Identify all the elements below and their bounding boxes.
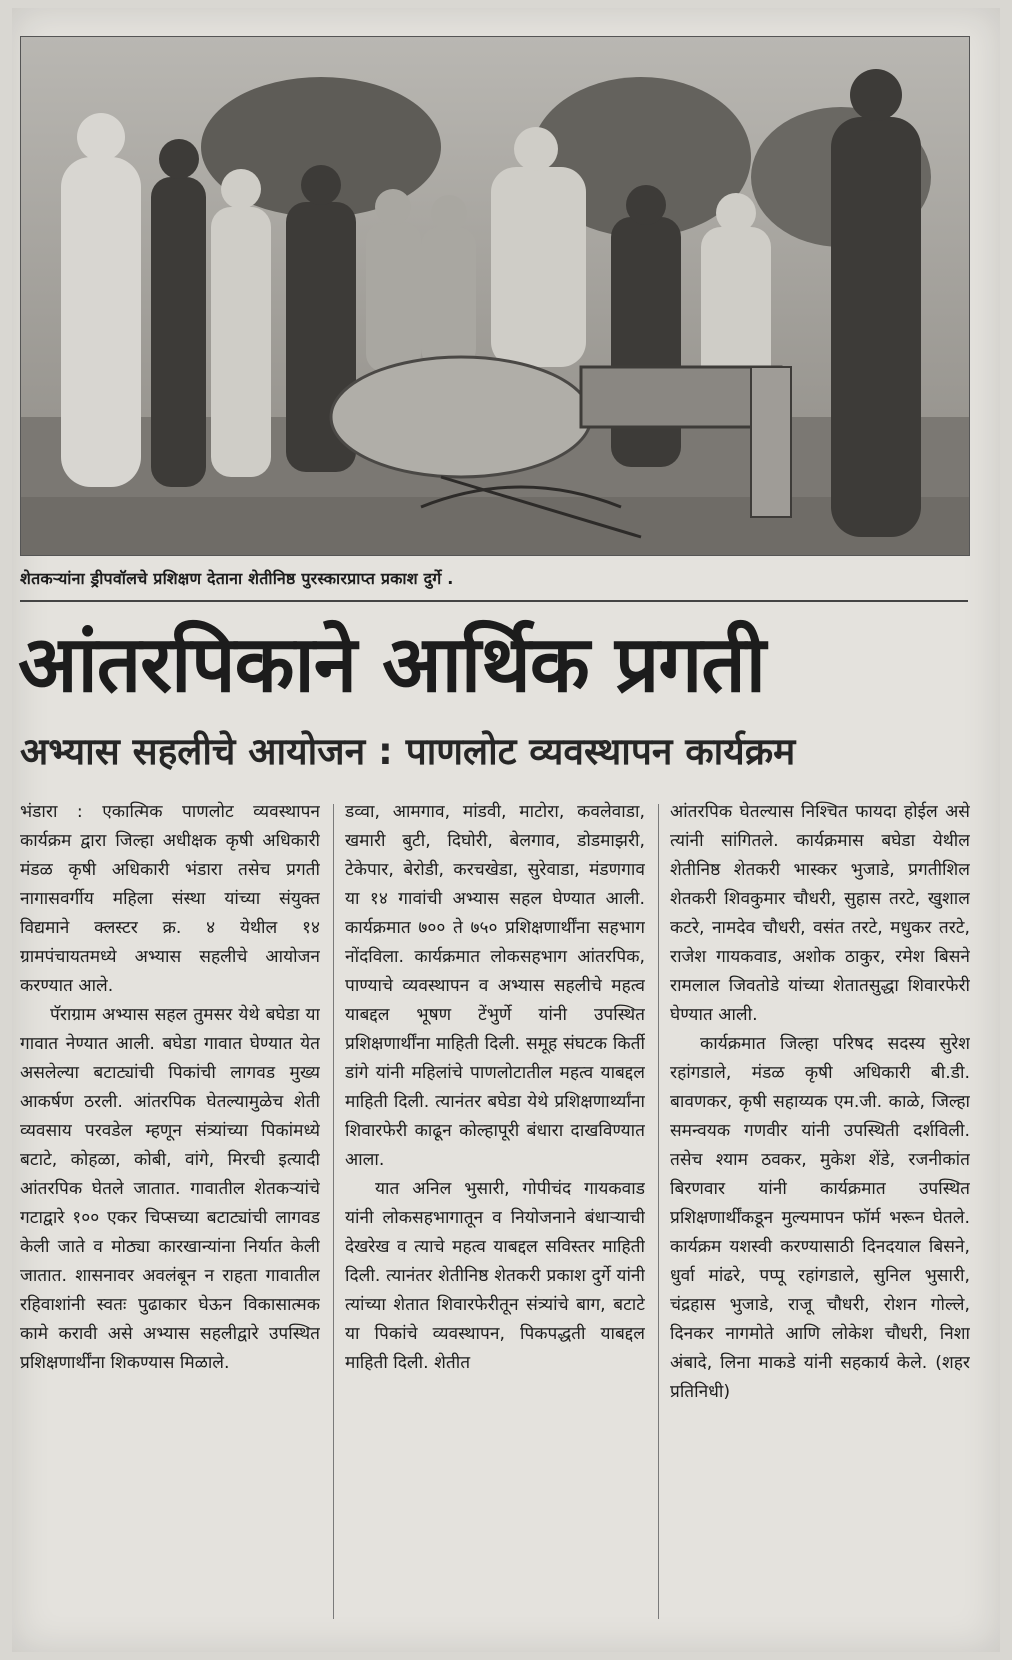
article-column-2 bbox=[345, 798, 645, 1633]
photo-farmers-drip-training-icon bbox=[21, 37, 969, 555]
paragraph: डव्वा, आमगाव, मांडवी, माटोरा, कवलेवाडा, खमारी बुटी, दिघोरी, बेलगाव, डोडमाझरी, टेकेपार, बेरोडी, करचखेडा, सुरेवाडा, मंडणगाव या १४ गावांची अभ्यास सहल घेण्यात आली. कार्यक्रमात ७०० ते ७५० प्रशिक्षणार्थींना सहभाग नोंदविला. कार्यक्रमात लोकसहभाग आंतरपिक, पाण्याचे व्यवस्थापन व अभ्यास सहलीचे महत्व याबद्दल भूषण टेंभुर्णे यांनी उपस्थित प्रशिक्षणार्थींना माहिती दिली. समूह संघटक किर्ती डांगे यांनी महिलांचे पाणलोटातील महत्व याबद्दल माहिती दिली. त्यानंतर बघेडा येथे प्रशिक्षणार्थ्यांना शिवारफेरी काढून कोल्हापूरी बंधारा दाखविण्यात आला. bbox=[345, 802, 645, 1170]
paragraph: आंतरपिक घेतल्यास निश्चित फायदा होईल असे त्यांनी सांगितले. कार्यक्रमास बघेडा येथील शेतीनिष्ठ शेतकरी भास्कर भुजाडे, प्रगतीशिल शेतकरी शिवकुमार चौधरी, सुहास तरटे, खुशाल कटरे, नामदेव चौधरी, वसंत तरटे, मधुकर तरटे, राजेश गायकवाड, अशोक ठाकुर, रमेश बिसने रामलाल जिवतोडे यांच्या शेतातसुद्धा शिवारफेरी घेण्यात आली. bbox=[670, 802, 970, 1025]
paragraph: यात अनिल भुसारी, गोपीचंद गायकवाड यांनी लोकसहभागातून व नियोजनाने बंधाऱ्याची देखरेख व त्याचे महत्व याबद्दल सविस्तर माहिती दिली. त्यानंतर शेतीनिष्ठ शेतकरी प्रकाश दुर्गे यांनी त्यांच्या शेतात शिवारफेरीतून संत्र्यांचे बाग, बटाटे या पिकांचे व्यवस्थापन, पिकपद्धती याबद्दल माहिती दिली. शेतीत bbox=[345, 1179, 645, 1373]
paragraph: कार्यक्रमात जिल्हा परिषद सदस्य सुरेश रहांगडाले, मंडळ कृषी अधिकारी बी.डी. बावणकर, कृषी सहाय्यक एम.जी. काळे, जिल्हा समन्वयक गणवीर यांनी उपस्थिती दर्शविली. तसेच श्याम ठवकर, मुकेश शेंडे, रजनीकांत बिरणवार यांनी कार्यक्रमात उपस्थित प्रशिक्षणार्थींकडून मुल्यमापन फॉर्म भरून घेतले. कार्यक्रम यशस्वी करण्यासाठी दिनदयाल बिसने, धुर्वा मांढरे, पप्पू रहांगडाले, सुनिल भुसारी, चंद्रहास भुजाडे, राजू चौधरी, रोशन गोल्ले, दिनकर नागमोते आणि लोकेश चौधरी, निशा अंबादे, लिना माकडे यांनी सहकार्य केले. (शहर प्रतिनिधी) bbox=[670, 1034, 970, 1402]
article-column-3 bbox=[670, 798, 970, 1633]
column-divider bbox=[333, 804, 334, 1619]
subheadline: अभ्यास सहलीचे आयोजन : पाणलोट व्यवस्थापन कार्यक्रम bbox=[20, 730, 796, 773]
article-column-1 bbox=[20, 798, 320, 1633]
column-divider bbox=[658, 804, 659, 1619]
paragraph: पॅराग्राम अभ्यास सहल तुमसर येथे बघेडा या गावात नेण्यात आली. बघेडा गावात घेण्यात येत असलेल्या बटाट्यांची पिकांची लागवड मुख्य आकर्षण ठरली. आंतरपिक घेतल्यामुळेच शेती व्यवसाय परवडेल म्हणून संत्र्यांच्या पिकांमध्ये बटाटे, कोहळा, कोबी, वांगे, मिरची इत्यादी आंतरपिक घेतले जातात. गावातील शेतकऱ्यांचे गटाद्वारे १०० एकर चिप्सच्या बटाट्यांची लागवड केली जाते व मोठ्या कारखान्यांना निर्यात केली जातात. शासनावर अवलंबून न राहता गावातील रहिवाशांनी स्वतः पुढाकार घेऊन विकासात्मक कामे करावी असे अभ्यास सहलीद्वारे उपस्थित प्रशिक्षणार्थींना शिकण्यास मिळाले. bbox=[20, 1005, 320, 1373]
news-photo bbox=[20, 36, 970, 556]
photo-caption: शेतकऱ्यांना ड्रीपवॉलचे प्रशिक्षण देताना शेतीनिष्ठ पुरस्कारप्राप्त प्रकाश दुर्गे . bbox=[20, 569, 454, 588]
paragraph: भंडारा : एकात्मिक पाणलोट व्यवस्थापन कार्यक्रम द्वारा जिल्हा अधीक्षक कृषी अधिकारी मंडळ कृषी अधिकारी भंडारा तसेच प्रगती नागासवर्गीय महिला संस्था यांच्या संयुक्त विद्यमाने क्लस्टर क्र. ४ येथील १४ ग्रामपंचायतमध्ये अभ्यास सहलीचे आयोजन करण्यात आले. bbox=[20, 802, 320, 996]
divider bbox=[20, 600, 968, 602]
headline: आंतरपिकाने आर्थिक प्रगती bbox=[18, 620, 765, 710]
